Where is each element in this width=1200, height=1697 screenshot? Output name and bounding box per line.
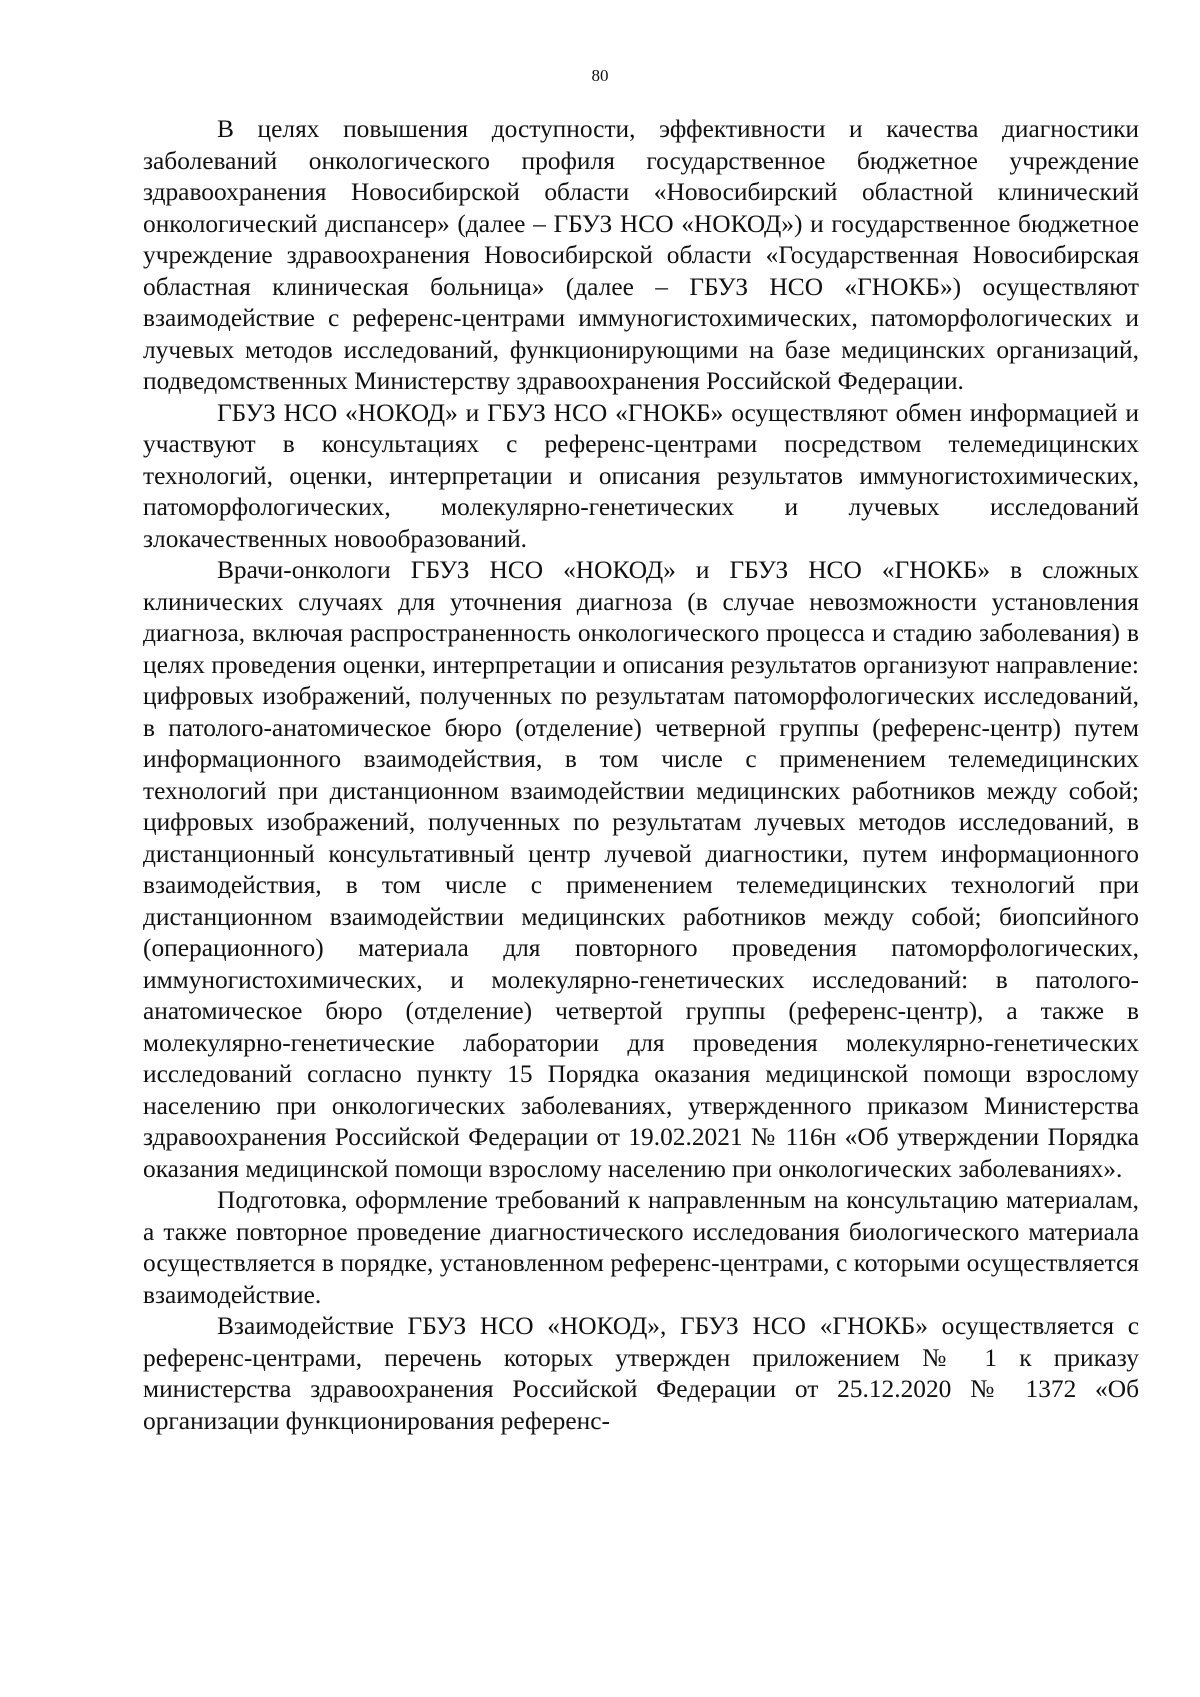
- paragraph-oncologist-referrals: Врачи-онкологи ГБУЗ НСО «НОКОД» и ГБУЗ НСО «ГНОКБ» в сложных клинических случаях для уточнения диагноза (в случае невозможности установления диагноза, включая распространенность онкологического процесса и стадию заболевания) в целях проведения оценки, интерпретации и описания результатов организуют направление: цифровых изображений, полученных по результатам патоморфологических исследований, в патолого-анатомическое бюро (отделение) четверной группы (референс-центр) путем информационного взаимодействия, в том числе с применением телемедицинских технологий при дистанционном взаимодействии медицинских работников между собой; цифровых изображений, полученных по результатам лучевых методов исследований, в дистанционный консультативный центр лучевой диагностики, путем информационного взаимодействия, в том числе с применением телемедицинских технологий при дистанционном взаимодействии медицинских работников между собой; биопсийного (операционного) материала для повторного проведения патоморфологических, иммуногистохимических, и молекулярно-генетических исследований: в патолого-анатомическое бюро (отделение) четвертой группы (референс-центр), а также в молекулярно-генетические лаборатории для проведения молекулярно-генетических исследований согласно пункту 15 Порядка оказания медицинской помощи взрослому населению при онкологических заболеваниях, утвержденного приказом Министерства здравоохранения Российской Федерации от 19.02.2021 № 116н «Об утверждении Порядка оказания медицинской помощи взрослому населению при онкологических заболеваниях».: [143, 556, 1139, 1183]
- page-number: 80: [591, 66, 609, 85]
- paragraph-material-requirements: Подготовка, оформление требований к направленным на консультацию материалам, а также повторное проведение диагностического исследования биологического материала осуществляется в порядке, установленном референс-центрами, с которыми осуществляется взаимодействие.: [143, 1186, 1139, 1309]
- paragraph-information-exchange: ГБУЗ НСО «НОКОД» и ГБУЗ НСО «ГНОКБ» осуществляют обмен информацией и участвуют в консультациях с референс-центрами посредством телемедицинских технологий, оценки, интерпретации и описания результатов иммуногистохимических, патоморфологических, молекулярно-генетических и лучевых исследований злокачественных новообразований.: [143, 398, 1139, 553]
- paragraph-interaction-list: Взаимодействие ГБУЗ НСО «НОКОД», ГБУЗ НСО «ГНОКБ» осуществляется с референс-центрами, перечень которых утвержден приложением № 1 к приказу министерства здравоохранения Российской Федерации от 25.12.2020 № 1372 «Об организации функционирования референс-: [143, 1312, 1139, 1435]
- document-body: [143, 114, 1139, 1437]
- paragraph-reference-centers-intro: В целях повышения доступности, эффективности и качества диагностики заболеваний онкологического профиля государственное бюджетное учреждение здравоохранения Новосибирской области «Новосибирский областной клинический онкологический диспансер» (далее – ГБУЗ НСО «НОКОД») и государственное бюджетное учреждение здравоохранения Новосибирской области «Государственная Новосибирская областная клиническая больница» (далее – ГБУЗ НСО «ГНОКБ») осуществляют взаимодействие с референс-центрами иммуногистохимических, патоморфологических и лучевых методов исследований, функционирующими на базе медицинских организаций, подведомственных Министерству здравоохранения Российской Федерации.: [143, 115, 1139, 395]
